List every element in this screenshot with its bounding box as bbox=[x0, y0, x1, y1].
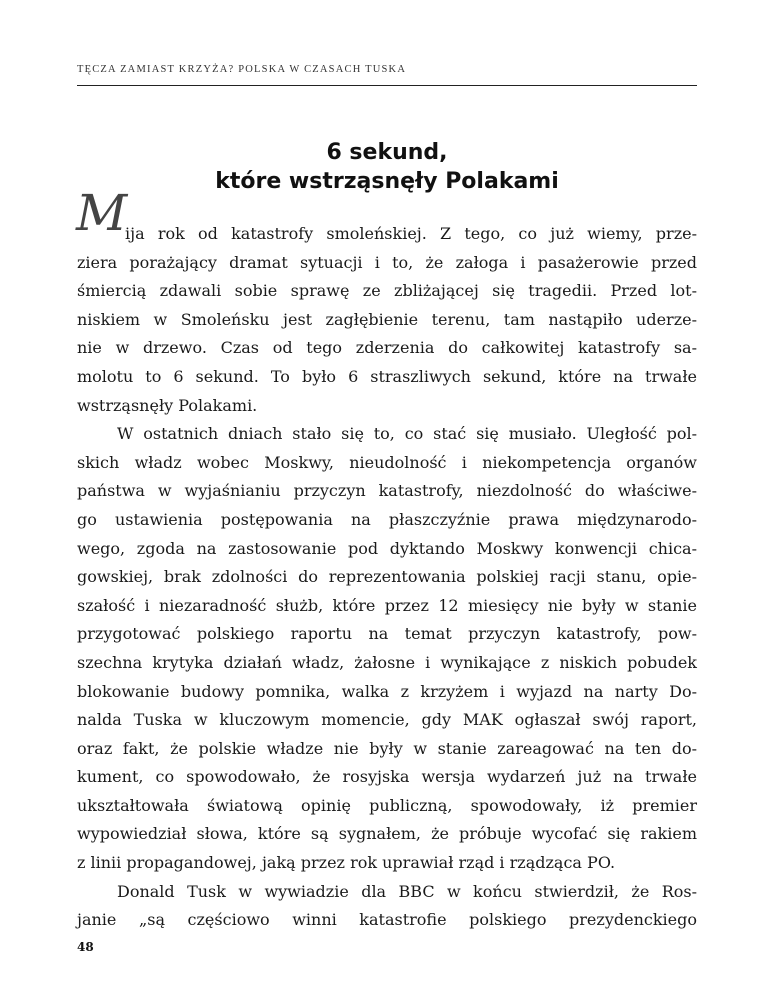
text-line: nie w drzewo. Czas od tego zderzenia do całkowitej katastrofy sa- bbox=[77, 338, 697, 358]
text-line: śmiercią zdawali sobie sprawę ze zbliżającej się tragedii. Przed lot- bbox=[77, 281, 697, 301]
text-line: szechna krytyka działań władz, żałosne i wynikające z niskich pobudek bbox=[77, 652, 697, 672]
text-line: wstrząsnęły Polakami. bbox=[77, 395, 258, 415]
text-line: szałość i niezaradność służb, które przez 12 miesięcy nie były w stanie bbox=[77, 595, 697, 615]
chapter-title bbox=[77, 138, 697, 196]
text-line: molotu to 6 sekund. To było 6 straszliwych sekund, które na trwałe bbox=[77, 366, 697, 386]
text-line: wypowiedział słowa, które są sygnałem, że próbuje wycofać się rakiem bbox=[77, 824, 697, 844]
text-line: ija rok od katastrofy smoleńskiej. Z tego, co już wiemy, prze- bbox=[125, 224, 697, 243]
drop-cap: M bbox=[76, 184, 128, 242]
text-line: go ustawienia postępowania na płaszczyźnie prawa międzynarodo- bbox=[77, 509, 697, 529]
text-line: z linii propagandowej, jaką przez rok uprawiał rząd i rządząca PO. bbox=[77, 853, 616, 873]
text-line: W ostatnich dniach stało się to, co stać się musiało. Uległość pol- bbox=[117, 424, 697, 444]
text-line: blokowanie budowy pomnika, walka z krzyżem i wyjazd na narty Do- bbox=[77, 681, 697, 701]
body-text bbox=[77, 220, 697, 935]
text-line: ukształtowała światową opinię publiczną, spowodowały, iż premier bbox=[77, 795, 697, 815]
text-line: ziera porażający dramat sytuacji i to, że załoga i pasażerowie przed bbox=[77, 252, 697, 272]
header-divider bbox=[77, 85, 697, 86]
running-header: TĘCZA ZAMIAST KRZYŻA? POLSKA W CZASACH TUSKA bbox=[77, 64, 407, 75]
text-line: Donald Tusk w wywiadzie dla BBC w końcu stwierdził, że Ros- bbox=[117, 881, 697, 901]
text-line: skich władz wobec Moskwy, nieudolność i niekompetencja organów bbox=[77, 452, 697, 472]
chapter-title-line-1: 6 sekund, bbox=[326, 140, 448, 165]
text-line: państwa w wyjaśnianiu przyczyn katastrofy, niezdolność do właściwe- bbox=[77, 481, 697, 501]
text-line: janie „są częściowo winni katastrofie polskiego prezydenckiego bbox=[77, 910, 697, 930]
text-line: wego, zgoda na zastosowanie pod dyktando Moskwy konwencji chica- bbox=[77, 538, 697, 558]
chapter-title-line-2: które wstrząsnęły Polakami bbox=[215, 169, 559, 194]
text-line: kument, co spowodowało, że rosyjska wersja wydarzeń już na trwałe bbox=[77, 767, 697, 787]
text-line: oraz fakt, że polskie władze nie były w stanie zareagować na ten do- bbox=[77, 738, 697, 758]
text-line: gowskiej, brak zdolności do reprezentowania polskiej racji stanu, opie- bbox=[77, 567, 697, 587]
text-line: przygotować polskiego raportu na temat przyczyn katastrofy, pow- bbox=[77, 624, 697, 644]
text-line: nalda Tuska w kluczowym momencie, gdy MAK ogłaszał swój raport, bbox=[77, 710, 697, 730]
page-number: 48 bbox=[77, 940, 94, 954]
text-line: niskiem w Smoleńsku jest zagłębienie terenu, tam nastąpiło uderze- bbox=[77, 309, 697, 329]
